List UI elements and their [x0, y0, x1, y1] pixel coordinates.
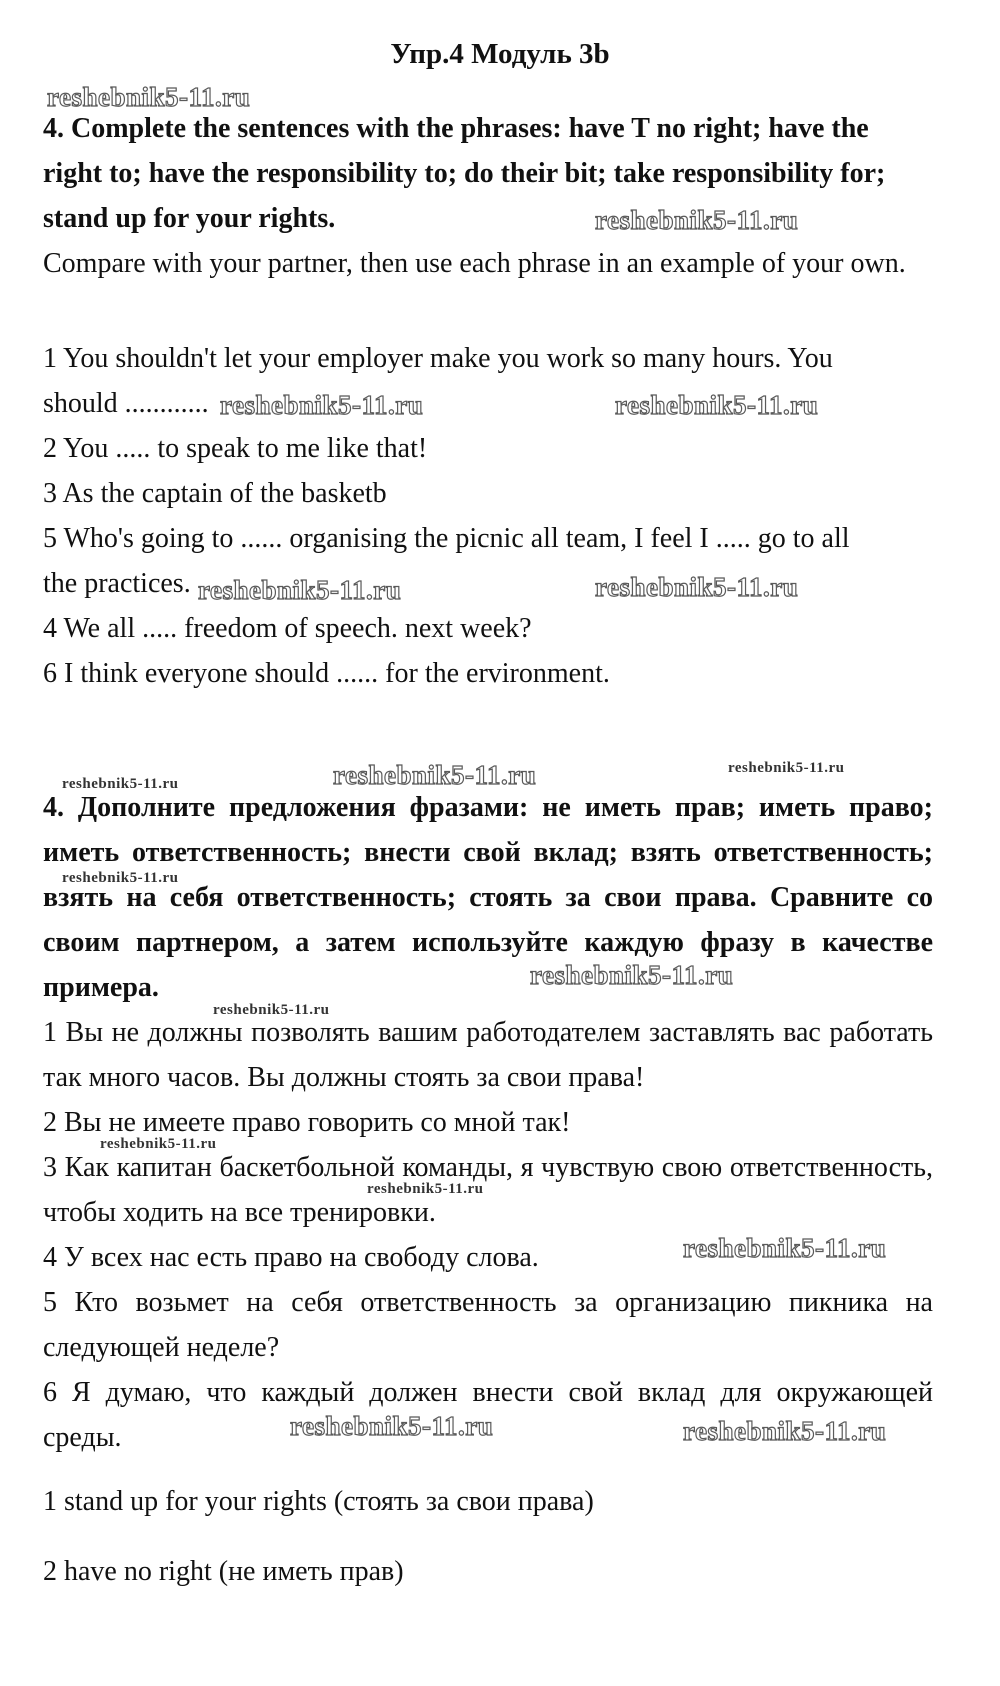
page-title: Упр.4 Модуль 3b — [390, 38, 610, 70]
watermark: reshebnik5-11.ru — [615, 390, 819, 420]
russian-task-heading: 4. Дополните предложения фразами: не иметь прав; иметь право; иметь ответственность; внести свой вклад; взять ответственность; взять на себя ответственность; стоять за свои права. Сравните со своим партнером, а затем используйте каждую фразу в качестве примера. — [43, 792, 933, 1003]
watermark: reshebnik5-11.ru — [367, 1181, 484, 1197]
watermark: reshebnik5-11.ru — [213, 1002, 330, 1018]
watermark: reshebnik5-11.ru — [198, 575, 402, 605]
watermark: reshebnik5-11.ru — [100, 1136, 217, 1152]
watermark: reshebnik5-11.ru — [595, 572, 799, 602]
english-line-4: 3 As the captain of the basketb — [43, 478, 387, 509]
watermark: reshebnik5-11.ru — [220, 390, 424, 420]
watermark: reshebnik5-11.ru — [333, 760, 537, 790]
watermark: reshebnik5-11.ru — [683, 1233, 887, 1263]
watermark: reshebnik5-11.ru — [728, 760, 845, 776]
english-line-7: 4 We all ..... freedom of speech. next week? — [43, 613, 532, 644]
russian-item-1: 1 Вы не должны позволять вашим работодателем заставлять вас работать так много часов. Вы должны стоять за свои права! — [43, 1017, 933, 1093]
watermark: reshebnik5-11.ru — [683, 1416, 887, 1446]
russian-item-4: 4 У всех нас есть право на свободу слова. — [43, 1242, 539, 1273]
watermark: reshebnik5-11.ru — [62, 870, 179, 886]
english-task-heading: 4. Complete the sentences with the phrases: have T no right; have the right to; have the responsibility to; do their bit; take responsibility for; stand up for your rights. — [43, 113, 886, 234]
russian-item-5: 5 Кто возьмет на себя ответственность за организацию пикника на следующей неделе? — [43, 1287, 933, 1363]
answer-2: 2 have no right (не иметь прав) — [43, 1556, 404, 1587]
english-line-1: 1 You shouldn't let your employer make you work so many hours. You — [43, 343, 833, 374]
watermark: reshebnik5-11.ru — [62, 776, 179, 792]
english-task-instruction: Compare with your partner, then use each phrase in an example of your own. — [43, 248, 906, 279]
english-line-6: the practices. — [43, 568, 191, 599]
english-line-2: should ............ — [43, 388, 209, 419]
watermark: reshebnik5-11.ru — [595, 205, 799, 235]
watermark: reshebnik5-11.ru — [290, 1411, 494, 1441]
russian-item-3: 3 Как капитан баскетбольной команды, я чувствую свою ответственность, чтобы ходить на все тренировки. — [43, 1152, 933, 1228]
russian-item-6: 6 Я думаю, что каждый должен внести свой вклад для окружающей среды. — [43, 1377, 933, 1453]
english-line-5: 5 Who's going to ...... organising the picnic all team, I feel I ..... go to all — [43, 523, 850, 554]
english-line-3: 2 You ..... to speak to me like that! — [43, 433, 428, 464]
english-line-8: 6 I think everyone should ...... for the ervironment. — [43, 658, 610, 689]
watermark: reshebnik5-11.ru — [47, 82, 251, 112]
russian-item-2: 2 Вы не имеете право говорить со мной так! — [43, 1107, 571, 1138]
watermark: reshebnik5-11.ru — [530, 960, 734, 990]
answer-1: 1 stand up for your rights (стоять за свои права) — [43, 1486, 594, 1517]
